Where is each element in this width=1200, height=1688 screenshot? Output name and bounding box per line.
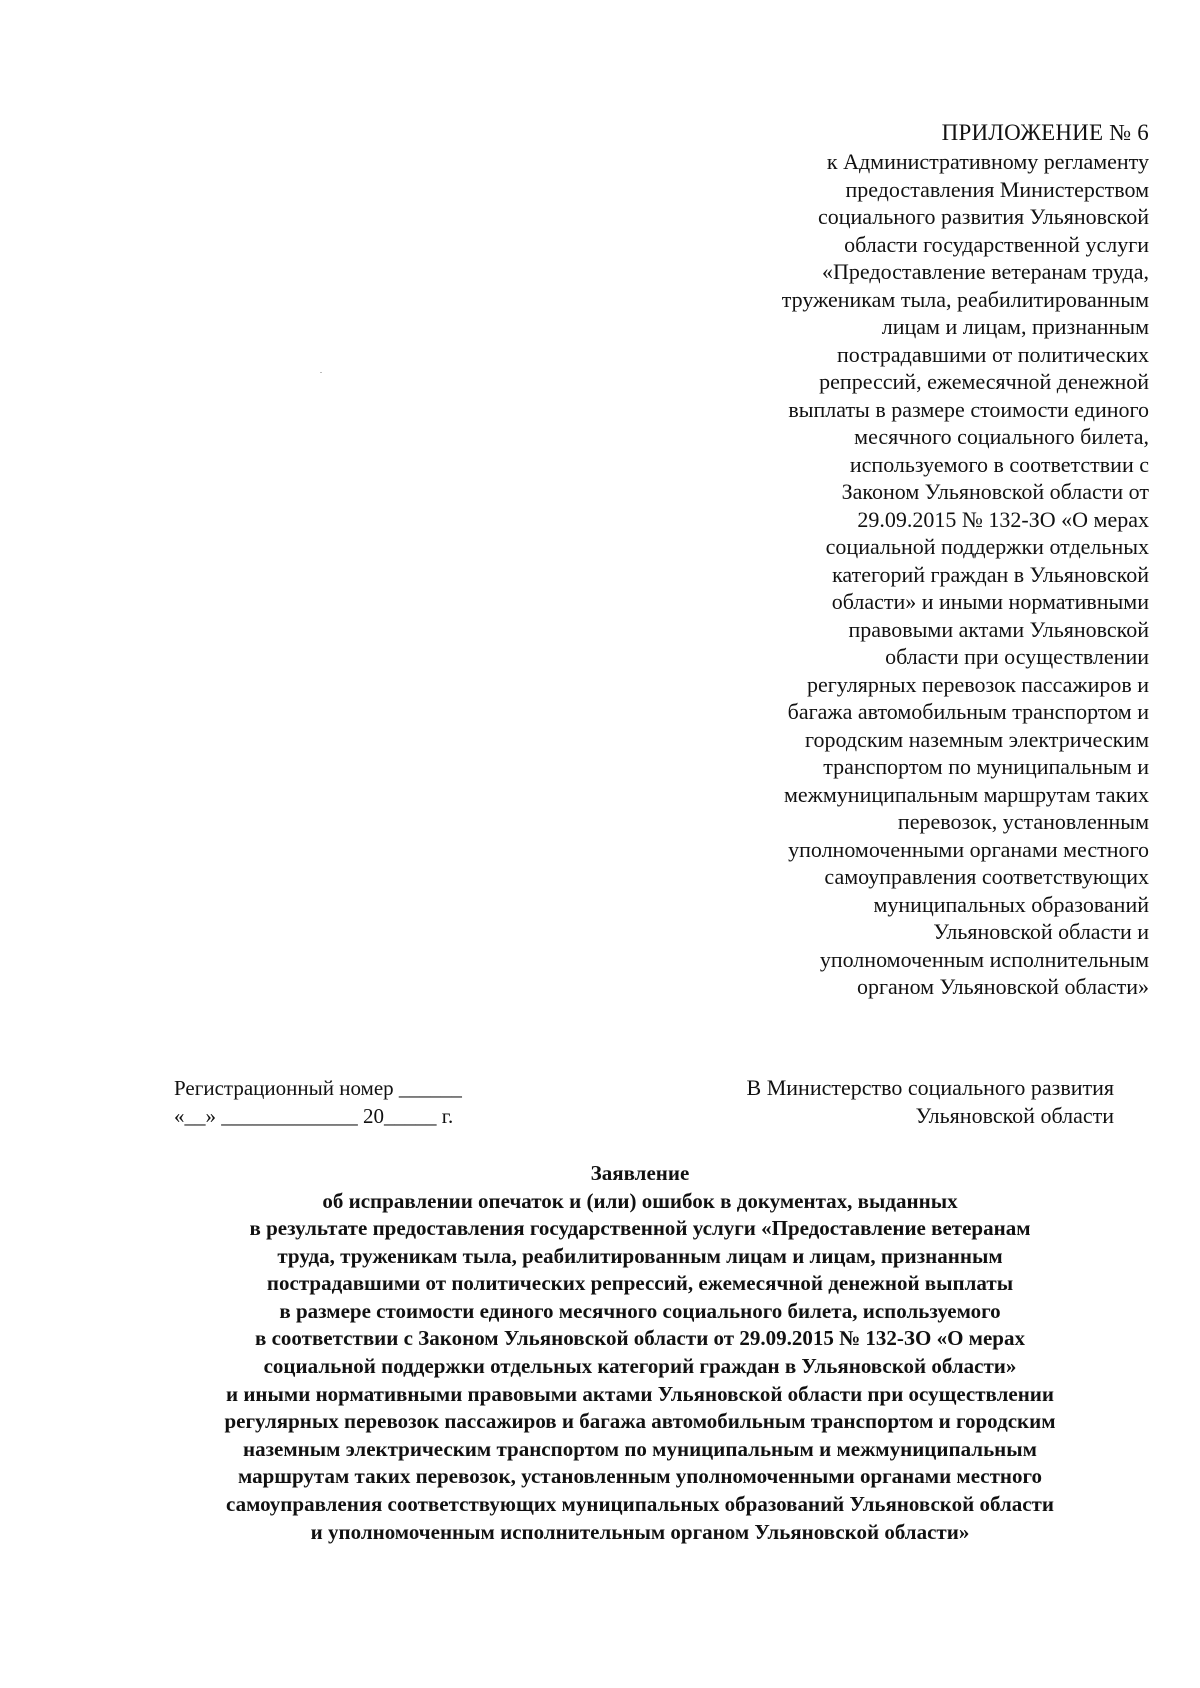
- appendix-title: ПРИЛОЖЕНИЕ № 6: [941, 120, 1149, 145]
- appendix-line: транспортом по муниципальным и: [823, 754, 1149, 779]
- appendix-line: области государственной услуги: [844, 231, 1149, 257]
- appendix-line: пострадавшими от политических: [836, 341, 1149, 367]
- application-title-line: и иными нормативными правовыми актами Ульяновской области при осуществлении: [225, 1381, 1055, 1406]
- appendix-line: регулярных перевозок пассажиров и: [807, 671, 1149, 697]
- appendix-block: [629, 118, 1149, 1001]
- application-title-line: самоуправления соответствующих муниципальных образований Ульяновской области: [226, 1492, 1054, 1517]
- appendix-line: социального развития Ульяновской: [817, 204, 1149, 229]
- appendix-line: области при осуществлении: [885, 644, 1149, 669]
- addressee-line-2: Ульяновской области: [915, 1103, 1114, 1128]
- appendix-line: муниципальных образований: [873, 891, 1149, 917]
- appendix-line: репрессий, ежемесячной денежной: [819, 369, 1149, 394]
- addressee-line-1: В Министерство социального развития: [746, 1075, 1114, 1100]
- application-title-line: об исправлении опечаток и (или) ошибок в документах, выданных: [322, 1188, 958, 1213]
- appendix-line: к Административному регламенту: [826, 149, 1149, 174]
- appendix-line: месячного социального билета,: [854, 424, 1149, 449]
- appendix-line: области» и иными нормативными: [831, 589, 1149, 614]
- appendix-line: правовыми актами Ульяновской: [848, 616, 1149, 642]
- appendix-line: городским наземным электрическим: [805, 726, 1149, 752]
- appendix-line: Ульяновской области и: [933, 919, 1149, 944]
- registration-block: [174, 1074, 554, 1130]
- appendix-line: труженикам тыла, реабилитированным: [781, 286, 1149, 312]
- application-title-line: наземным электрическим транспортом по муниципальным и межмуниципальным: [243, 1436, 1037, 1461]
- application-title-line: социальной поддержки отдельных категорий граждан в Ульяновской области»: [263, 1354, 1017, 1379]
- appendix-line: уполномоченными органами местного: [788, 836, 1149, 862]
- application-heading: Заявление: [590, 1161, 690, 1185]
- appendix-line: межмуниципальным маршрутам таких: [784, 781, 1149, 807]
- appendix-line: багажа автомобильным транспортом и: [787, 699, 1149, 724]
- appendix-line: перевозок, установленным: [897, 809, 1149, 834]
- appendix-line: категорий граждан в Ульяновской: [832, 561, 1149, 587]
- appendix-line: «Предоставление ветеранам труда,: [822, 259, 1149, 284]
- application-title-line: в размере стоимости единого месячного социального билета, используемого: [279, 1298, 1001, 1323]
- registration-date-line: «__» _____________ 20_____ г.: [174, 1104, 454, 1128]
- appendix-line: самоуправления соответствующих: [824, 864, 1149, 889]
- addressee-block: [654, 1074, 1114, 1130]
- application-title-line: маршрутам таких перевозок, установленным уполномоченными органами местного: [237, 1464, 1043, 1489]
- application-title-line: в результате предоставления государственной услуги «Предоставление ветеранам: [249, 1216, 1031, 1241]
- application-title-line: пострадавшими от политических репрессий, ежемесячной денежной выплаты: [266, 1271, 1014, 1296]
- scan-speck: [320, 372, 322, 373]
- appendix-line: уполномоченным исполнительным: [819, 946, 1149, 972]
- appendix-line: органом Ульяновской области»: [857, 974, 1149, 999]
- appendix-line: предоставления Министерством: [845, 176, 1149, 202]
- application-title-line: и уполномоченным исполнительным органом Ульяновской области»: [310, 1519, 970, 1544]
- application-title-line: в соответствии с Законом Ульяновской области от 29.09.2015 № 132-ЗО «О мерах: [255, 1326, 1025, 1351]
- appendix-line: выплаты в размере стоимости единого: [788, 396, 1149, 422]
- appendix-line: используемого в соответствии с: [849, 451, 1149, 477]
- application-title-block: [150, 1160, 1130, 1546]
- application-title-line: регулярных перевозок пассажиров и багажа автомобильным транспортом и городским: [224, 1409, 1056, 1434]
- appendix-line: лицам и лицам, признанным: [881, 314, 1149, 339]
- application-title-line: труда, труженикам тыла, реабилитированным лицам и лицам, признанным: [277, 1243, 1003, 1268]
- appendix-line: Законом Ульяновской области от: [841, 479, 1149, 504]
- appendix-line: 29.09.2015 № 132-ЗО «О мерах: [857, 506, 1149, 532]
- registration-number-line: Регистрационный номер ______: [174, 1076, 462, 1100]
- appendix-line: социальной поддержки отдельных: [825, 534, 1149, 559]
